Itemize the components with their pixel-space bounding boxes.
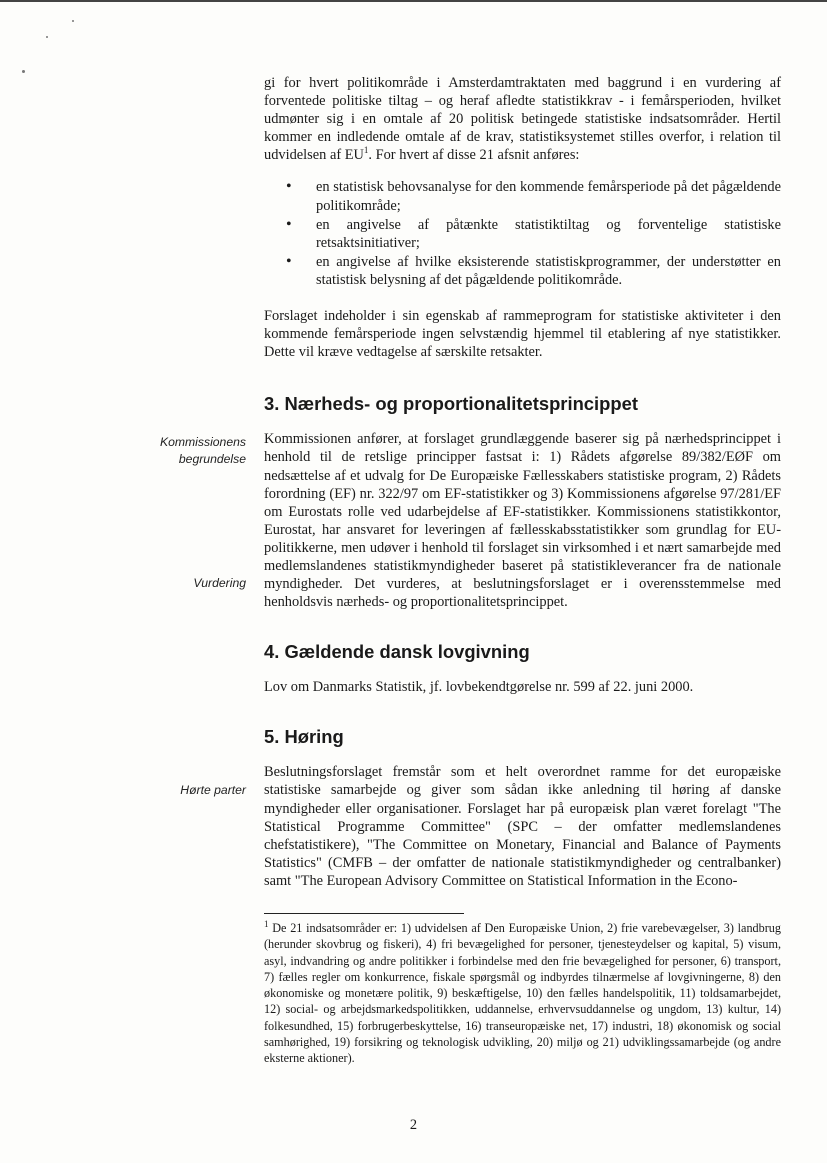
footnote: $^1$ De 21 indsatsområder er: 1) udvidelsen af Den Europæiske Union, 2) frie varebevægelser, 3) landbrug (herunder skovbrug og fiskeri), 4) fri bevægelighed for personer, tjenesteydelser og kapital, 5) visum, asyl, indvandring og andre politikker i forbindelse med den frie bevægelighed for personer, 6) transport, 7) fælles regler om konkurrence, fiskale spørgsmål og indbyrdes tilnærmelse af lovgivningerne, 8) den økonomiske og monetære politik, 9) beskæftigelse, 10) den fælles handelspolitik, 11) toldsamarbejdet, 12) social- og arbejdsmarkedspolitikken, uddannelse, erhvervsuddannelse og ungdom, 13) kultur, 14) folkesundhed, 15) forbrugerbeskyttelse, 16) transeuropæiske net, 17) industri, 18) økonomisk og social samhørighed, 19) forsikring og teknologisk udvikling, 20) miljø og 21) udviklingssamarbejde (og andre eksterne aktioner). [264, 918, 781, 1066]
margin-note-kommissionens-begrundelse: Kommissionens begrundelse [159, 435, 246, 466]
page-number: 2 [409, 1117, 418, 1133]
list-item: • en angivelse af påtænkte statistiktiltag og forventelige statistiske retsaktsinitiativer; [264, 216, 781, 252]
section-3-heading: 3. Nærheds- og proportionalitetsprincippet [264, 393, 638, 415]
list-item: • en statistisk behovsanalyse for den kommende femårsperiode på det pågældende politikområde; [264, 178, 781, 214]
margin-note-vurdering: Vurdering [193, 576, 246, 590]
scan-speck [22, 70, 25, 73]
footnote-divider [264, 913, 464, 914]
intro-closing-paragraph: Forslaget indeholder i sin egenskab af rammeprogram for statistiske aktiviteter i den kommende femårsperiode ingen selvstændig hjemmel til etablering af nye statistikker. Dette vil kræve vedtagelse af særskilte retsakter. [264, 308, 781, 361]
footnote-number: 1 [264, 918, 269, 929]
section-4-heading: 4. Gældende dansk lovgivning [264, 641, 530, 663]
margin-note-horte-parter: Hørte parter [180, 783, 246, 797]
scan-speck [46, 36, 48, 38]
section-5-paragraph: Beslutningsforslaget fremstår som et helt overordnet ramme for det europæiske statistiske samarbejde og giver som sådan ikke anledning til høring af danske myndigheder eller organisationer. Forslaget har på europæisk plan været forelagt "The Statistical Programme Committee" (SPC – der omfatter medlemslandenes chefstatistikere), "The Committee on Monetary, Financial and Balance of Payments Statistics" (CMFB – der omfatter de nationale statistikmyndigheder og centralbanker) samt "The European Advisory Committee on Statistical Information in the Econo- [264, 764, 781, 889]
main-text-column [264, 74, 781, 890]
section-5-heading: 5. Høring [264, 726, 344, 748]
scan-speck [72, 20, 74, 22]
footnote-ref[interactable]: 1 [363, 145, 369, 156]
top-border-line [0, 0, 827, 2]
section-4-paragraph: Lov om Danmarks Statistik, jf. lovbekendtgørelse nr. 599 af 22. juni 2000. [264, 679, 694, 696]
list-item: • en angivelse af hvilke eksisterende statistiskprogrammer, der understøtter en statistisk belysning af det pågældende politikområde. [264, 253, 781, 289]
intro-paragraph: gi for hvert politikområde i Amsterdamtraktaten med baggrund i en vurdering af forventede politiske tiltag – og heraf afledte statistikkrav - i femårsperioden, hvilket udmønter sig i en omtale af 20 politisk betingede statistiske indsatsområder. Hertil kommer en indledende omtale af de krav, statistiksystemet stilles overfor, i relation til udvidelsen af $EU^1$. For hvert af disse 21 afsnit anføres: [264, 75, 781, 164]
intro-bullet-list [264, 178, 781, 289]
section-3-paragraph: Kommissionen anfører, at forslaget grundlæggende baserer sig på nærhedsprincippet i henhold til de retslige principper fastsat i: 1) Rådets afgørelse 89/382/EØF om nedsættelse af et udvalg for De Europæiske Fællesskabers statistiske program, 2) Rådets forordning (EF) nr. 322/97 om EF-statistikker og 3) Kommissionens afgørelse 97/281/EF om Eurostats rolle ved udarbejdelse af EF-statistikker. Kommissionens statistikkontor, Eurostat, har ansvaret for leveringen af fællesskabsstatistikker som grundlag for EU-politikkerne, men udøver i henhold til forslaget sin virksomhed i et nært samarbejde med medlemslandenes statistikmyndigheder baseret på statistikleverancer fra de nationale myndigheder. Det vurderes, at beslutningsforslaget er i overensstemmelse med henholdsvis nærheds- og proportionalitetsprincippet. [264, 431, 781, 611]
